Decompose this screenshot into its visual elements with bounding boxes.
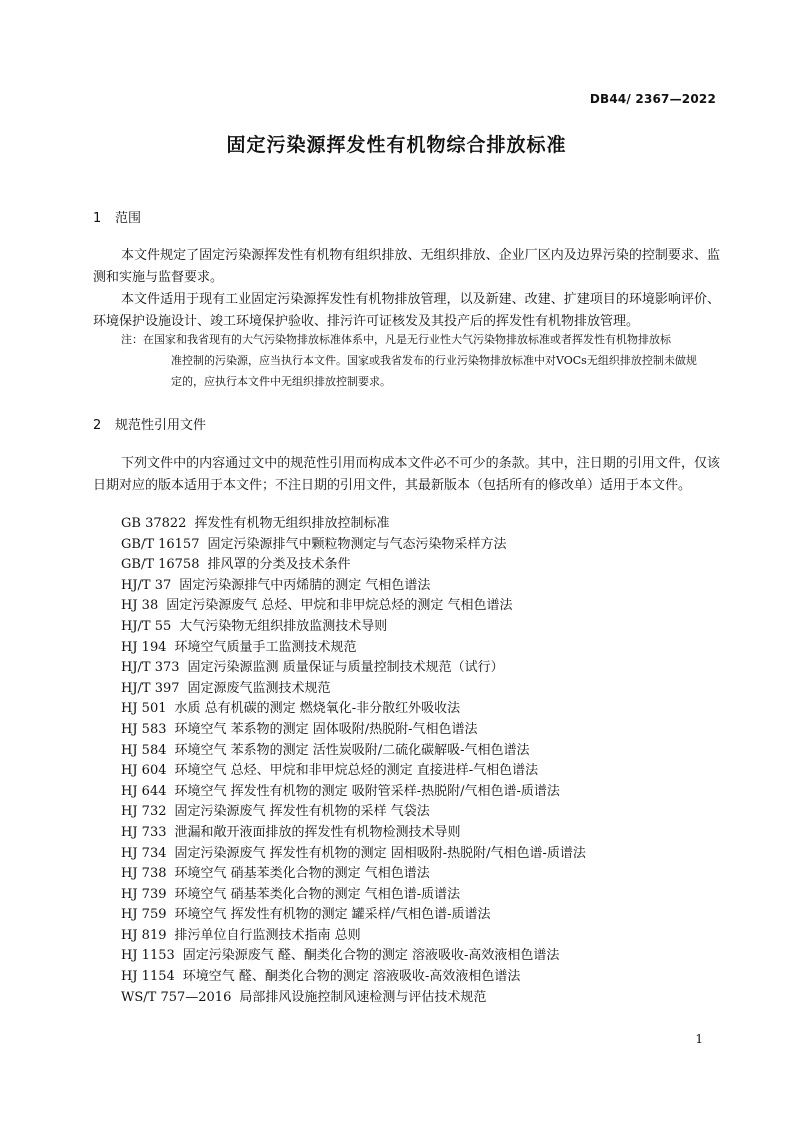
reference-code: HJ 1153 (121, 948, 175, 964)
reference-title: 泄漏和敞开液面排放的挥发性有机物检测技术导则 (174, 824, 461, 840)
reference-title: 固定污染源废气 醛、酮类化合物的测定 溶液吸收-高效液相色谱法 (182, 948, 560, 964)
document-code: DB44/ 2367—2022 (589, 92, 716, 106)
page-number: 1 (695, 1032, 703, 1046)
section-1-paragraph-2: 本文件适用于现有工业固定污染源挥发性有机物排放管理，以及新建、改建、扩建项目的环境影响评价、环境保护设施设计、竣工环境保护验收、排污许可证核发及其投产后的挥发性有机物排放管理。 (93, 292, 720, 329)
section-number: 1 (93, 211, 102, 226)
reference-code: HJ 1154 (121, 969, 175, 985)
reference-code: WS/T 757—2016 (121, 989, 232, 1005)
note-line: 准控制的污染源，应当执行本文件。国家或我省发布的行业污染物排放标准中对VOCs无组织排放控制未做规 (171, 354, 697, 367)
reference-code: HJ/T 37 (121, 577, 172, 593)
reference-title: 环境空气 硝基苯类化合物的测定 气相色谱法 (174, 866, 430, 882)
reference-code: HJ 644 (121, 783, 167, 799)
section-2-paragraph: 下列文件中的内容通过文中的规范性引用而构成本文件必不可少的条款。其中，注日期的引用文件，仅该日期对应的版本适用于本文件；不注日期的引用文件，其最新版本（包括所有的修改单）适用于本文件。 (93, 456, 720, 493)
reference-item (121, 699, 586, 720)
reference-title: 固定污染源废气 总烃、甲烷和非甲烷总烃的测定 气相色谱法 (166, 598, 513, 614)
reference-title: 固定污染源排气中颗粒物测定与气态污染物采样方法 (207, 536, 507, 552)
reference-item (121, 617, 586, 638)
reference-title: 固定污染源监测 质量保证与质量控制技术规范（试行） (187, 660, 504, 676)
reference-item (121, 926, 586, 947)
reference-code: HJ 732 (121, 804, 167, 820)
reference-item (121, 658, 586, 679)
reference-item (121, 596, 586, 617)
reference-title: 环境空气 醛、酮类化合物的测定 溶液吸收-高效液相色谱法 (182, 969, 521, 985)
reference-code: HJ 583 (121, 721, 167, 737)
section-number: 2 (93, 418, 102, 433)
reference-code: HJ 759 (121, 907, 167, 923)
reference-list (121, 514, 586, 1008)
reference-item (121, 514, 586, 535)
reference-code: GB/T 16758 (121, 557, 200, 573)
reference-item (121, 576, 586, 597)
reference-item (121, 864, 586, 885)
reference-code: HJ/T 397 (121, 680, 180, 696)
reference-item (121, 946, 586, 967)
section-1-heading (93, 207, 141, 226)
document-title: 固定污染源挥发性有机物综合排放标准 (226, 134, 567, 156)
reference-code: HJ 739 (121, 886, 167, 902)
reference-title: 环境空气 总烃、甲烷和非甲烷总烃的测定 直接进样-气相色谱法 (174, 763, 539, 779)
reference-code: HJ 733 (121, 824, 167, 840)
reference-code: GB 37822 (121, 516, 187, 531)
reference-title: 固定源废气监测技术规范 (187, 680, 331, 696)
reference-code: HJ 501 (121, 701, 167, 717)
reference-title: 排风罩的分类及技术条件 (207, 557, 351, 573)
reference-code: HJ 194 (121, 639, 167, 655)
reference-title: 环境空气 硝基苯类化合物的测定 气相色谱-质谱法 (174, 886, 461, 902)
reference-title: 环境空气 挥发性有机物的测定 罐采样/气相色谱-质谱法 (174, 907, 491, 923)
note-line: 定的，应执行本文件中无组织排放控制要求。 (171, 375, 391, 388)
section-1-note (121, 329, 721, 392)
reference-code: GB/T 16157 (121, 536, 200, 552)
reference-code: HJ/T 55 (121, 618, 172, 634)
reference-item (121, 535, 586, 556)
reference-item (121, 679, 586, 700)
reference-title: 大气污染物无组织排放监测技术导则 (179, 618, 388, 634)
reference-item (121, 844, 586, 865)
section-title: 规范性引用文件 (115, 418, 207, 433)
section-2-heading (93, 414, 206, 433)
reference-code: HJ 604 (121, 763, 167, 779)
reference-title: 排污单位自行监测技术指南 总则 (174, 927, 361, 943)
section-1-paragraph-1: 本文件规定了固定污染源挥发性有机物有组织排放、无组织排放、企业厂区内及边界污染的控制要求、监测和实施与监督要求。 (93, 248, 720, 285)
reference-title: 挥发性有机物无组织排放控制标准 (194, 516, 390, 531)
reference-item (121, 988, 586, 1009)
reference-item (121, 802, 586, 823)
reference-code: HJ 584 (121, 742, 167, 758)
reference-item (121, 555, 586, 576)
note-label: 注： (121, 333, 143, 346)
reference-item (121, 905, 586, 926)
note-line: 在国家和我省现有的大气污染物排放标准体系中，凡是无行业性大气污染物排放标准或者挥发性有机物排放标 (143, 333, 671, 346)
reference-item (121, 823, 586, 844)
reference-title: 环境空气 挥发性有机物的测定 吸附管采样-热脱附/气相色谱-质谱法 (174, 783, 560, 799)
reference-item (121, 638, 586, 659)
reference-code: HJ/T 373 (121, 660, 180, 676)
reference-title: 固定污染源废气 挥发性有机物的采样 气袋法 (174, 804, 430, 820)
reference-item (121, 782, 586, 803)
reference-title: 水质 总有机碳的测定 燃烧氧化-非分散红外吸收法 (174, 701, 461, 717)
reference-title: 环境空气质量手工监测技术规范 (174, 639, 357, 655)
reference-title: 局部排风设施控制风速检测与评估技术规范 (239, 989, 487, 1005)
reference-title: 环境空气 苯系物的测定 活性炭吸附/二硫化碳解吸-气相色谱法 (174, 742, 530, 758)
reference-code: HJ 738 (121, 866, 167, 882)
reference-item (121, 885, 586, 906)
reference-title: 环境空气 苯系物的测定 固体吸附/热脱附-气相色谱法 (174, 721, 478, 737)
reference-title: 固定污染源废气 挥发性有机物的测定 固相吸附-热脱附/气相色谱-质谱法 (174, 845, 586, 861)
reference-item (121, 761, 586, 782)
reference-item (121, 967, 586, 988)
reference-code: HJ 38 (121, 598, 159, 614)
reference-code: HJ 819 (121, 927, 167, 943)
reference-item (121, 720, 586, 741)
reference-title: 固定污染源排气中丙烯腈的测定 气相色谱法 (179, 577, 431, 593)
section-title: 范围 (115, 211, 142, 226)
reference-code: HJ 734 (121, 845, 167, 861)
reference-item (121, 741, 586, 762)
